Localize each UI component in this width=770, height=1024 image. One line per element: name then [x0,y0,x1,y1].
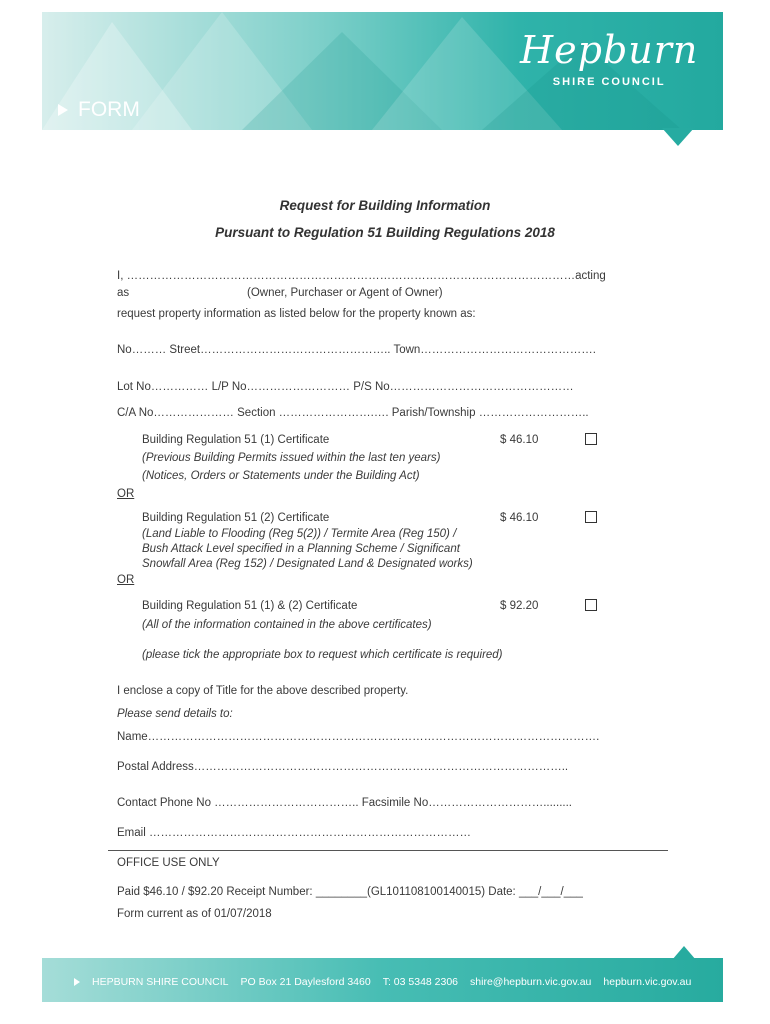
form-subtitle: Pursuant to Regulation 51 Building Regulations 2018 [215,225,555,240]
footer-notch [672,946,696,960]
cert-1-name: Building Regulation 51 (1) Certificate [142,434,330,446]
banner-notch [662,128,694,146]
payment-receipt-line: Paid $46.10 / $92.20 Receipt Number: ________(GL101108100140015) Date: ___/___/___ [117,886,583,898]
cert-2-price: $ 46.10 [500,512,539,524]
council-logo [520,30,698,88]
play-icon [58,104,68,116]
name-field[interactable]: Name………………………………………………………………………………………………………. [117,731,600,743]
crown-allotment-line[interactable]: C/A No………………… Section …………………….…. Parish/Township ……………………….. [117,407,589,419]
applicant-as: as [117,287,130,299]
form-current-date: Form current as of 01/07/2018 [117,908,272,920]
office-divider [108,850,668,851]
cert-1-note: (Previous Building Permits issued within the last ten years) [142,452,441,464]
logo-name: Hepburn [520,28,699,72]
cert-2-note: Bush Attack Level specified in a Planning Scheme / Significant [142,543,460,555]
cert-3-checkbox[interactable] [585,599,597,611]
cert-3-name: Building Regulation 51 (1) & (2) Certificate [142,600,358,612]
cert-3-price: $ 92.20 [500,600,539,612]
form-label: FORM [78,98,140,121]
request-text: request property information as listed below for the property known as: [117,308,476,320]
postal-address-field[interactable]: Postal Address…………………………………………………………………………………….. [117,761,569,773]
cert-1-note: (Notices, Orders or Statements under the Building Act) [142,470,420,482]
or-label: OR [117,488,135,500]
send-details-label: Please send details to: [117,708,233,720]
cert-3-note: (All of the information contained in the above certificates) [142,619,432,631]
or-label: OR [117,574,135,586]
enclose-title-text: I enclose a copy of Title for the above described property. [117,685,409,697]
footer-council: HEPBURN SHIRE COUNCIL [92,976,229,988]
cert-1-price: $ 46.10 [500,434,539,446]
form-title: Request for Building Information [279,198,491,213]
tick-instruction: (please tick the appropriate box to request which certificate is required) [142,649,503,661]
lot-line[interactable]: Lot No…………… L/P No……………………… P/S No………………………………………… [117,381,574,393]
logo-subtitle: SHIRE COUNCIL [552,76,666,88]
office-use-heading: OFFICE USE ONLY [117,857,220,869]
cert-1-checkbox[interactable] [585,433,597,445]
play-icon [74,978,80,986]
cert-2-checkbox[interactable] [585,511,597,523]
cert-2-note: (Land Liable to Flooding (Reg 5(2)) / Termite Area (Reg 150) / [142,528,457,540]
email-field[interactable]: Email ………………………………………………………………………… [117,827,471,839]
footer-web-link[interactable]: hepburn.vic.gov.au [603,976,692,988]
footer-bar [42,958,723,1002]
footer-email-link[interactable]: shire@hepburn.vic.gov.au [470,976,592,988]
applicant-role: (Owner, Purchaser or Agent of Owner) [247,287,443,299]
cert-2-name: Building Regulation 51 (2) Certificate [142,512,330,524]
cert-2-note: Snowfall Area (Reg 152) / Designated Land & Designated works) [142,558,473,570]
address-line[interactable]: No……… Street………………………………………….. Town………………………………………. [117,344,596,356]
phone-fax-field[interactable]: Contact Phone No ……………………………….. Facsimile No…………………………......... [117,797,572,809]
form-tag [58,98,140,122]
footer-phone: T: 03 5348 2306 [382,976,459,988]
applicant-line[interactable]: I, ………………………………………………………………………………………………………acting [117,270,606,282]
footer-po-box: PO Box 21 Daylesford 3460 [240,976,371,988]
